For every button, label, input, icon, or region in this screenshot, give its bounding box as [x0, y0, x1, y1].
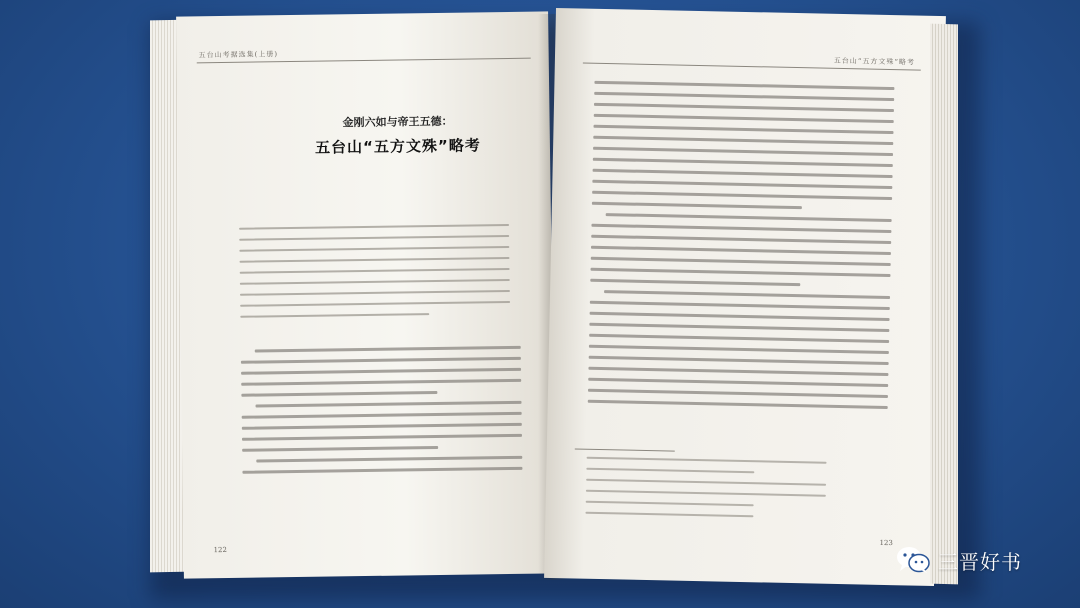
left-page: [176, 11, 556, 578]
right-running-head: 五台山“五方文殊”略考: [833, 56, 916, 67]
footnotes: [585, 457, 826, 528]
abstract-block: [239, 224, 510, 327]
chapter-subtitle: 金刚六如与帝王五德：: [342, 114, 453, 130]
right-body-text: [588, 81, 895, 417]
right-page-stack: [930, 24, 958, 585]
left-body-text: [241, 346, 523, 482]
wechat-icon: [896, 546, 930, 574]
right-page-number: 123: [879, 538, 893, 548]
left-running-head: 五台山考据选集(上册): [198, 50, 279, 60]
footnote-rule: [575, 448, 675, 451]
watermark: [896, 544, 1022, 576]
watermark-label: 三晋好书: [938, 549, 1022, 574]
left-page-number: 122: [213, 545, 227, 555]
right-page: [544, 8, 946, 586]
chapter-title: 五台山“五方文殊”略考: [314, 136, 481, 157]
